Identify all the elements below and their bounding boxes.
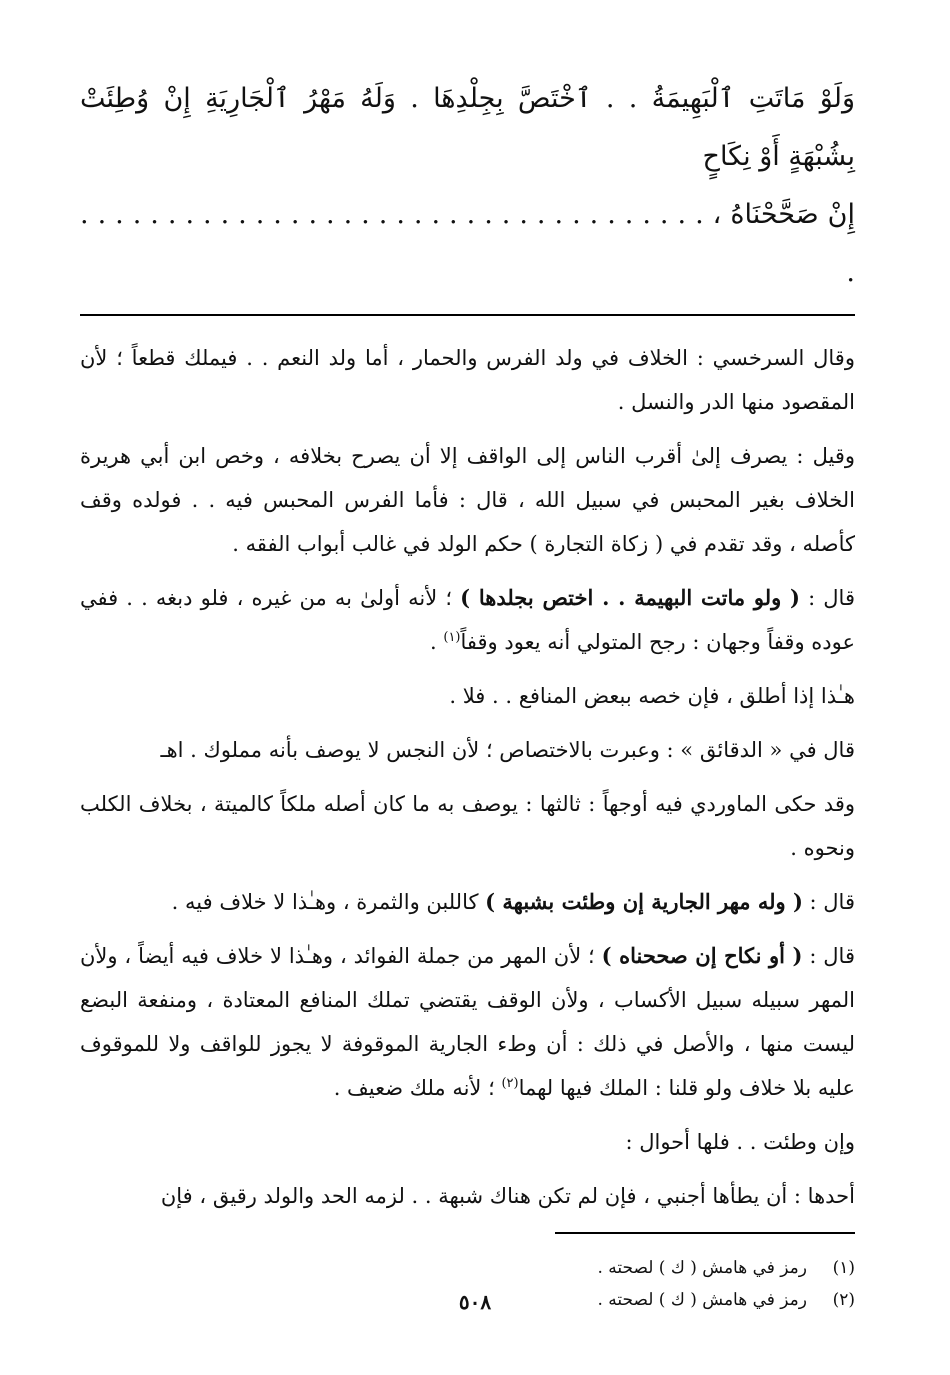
paragraph-3-text: ؛ لأنه أولىٰ به من غيره ، فلو دبغه . . ففي عوده وقفاً وجهان : رجح المتولي أنه يعود وقفاً	[80, 586, 855, 654]
paragraph-8-lead: قال :	[802, 944, 855, 968]
paragraph-4: هـٰذا إذا أطلق ، فإن خصه ببعض المنافع . . فلا .	[449, 684, 855, 708]
footnote-ref-2: (٢)	[501, 1076, 519, 1091]
paragraph-7-quote: ( وله مهر الجارية إن وطئت بشبهة )	[485, 889, 803, 914]
paragraph-5: قال في « الدقائق » : وعبرت بالاختصاص ؛ لأن النجس لا يوصف بأنه مملوك . اهـ	[160, 738, 855, 762]
paragraph-9: وإن وطئت . . فلها أحوال :	[625, 1130, 855, 1154]
page-number: ٥٠٨	[458, 1290, 492, 1314]
paragraph-3-lead: قال :	[799, 586, 855, 610]
paragraph-6: وقد حكى الماوردي فيه أوجهاً : ثالثها : يوصف به ما كان أصله ملكاً كالميتة ، بخلاف الكلب ونحوه .	[80, 792, 855, 860]
paragraph-8-text: ؛ لأن المهر من جملة الفوائد ، وهـٰذا لا خلاف فيه أيضاً ، ولأن المهر سبيله سبيل الأكساب ، ولأن الوقف يقتضي تملك المنافع المعتادة ، ومنفعة البضع ليست منها ، والأصل في ذلك : أن وطء الجارية الموقوفة لا يجوز للواقف ولا للموقوف عليه بلا خلاف ولو قلنا : الملك فيها لهما	[80, 944, 855, 1100]
footnote-2-text: رمز في هامش ( ك ) لصحته .	[597, 1290, 807, 1310]
matn-divider	[80, 314, 855, 316]
paragraph-7-lead: قال :	[802, 890, 855, 914]
paragraph-2: وقيل : يصرف إلىٰ أقرب الناس إلى الواقف إلا أن يصرح بخلافه ، وخص ابن أبي هريرة الخلاف بغير المحبس في سبيل الله ، قال : فأما الفرس المحبس فيه . . فولده وقف كأصله ، وقد تقدم في ( زكاة التجارة ) حكم الولد في غالب أبواب الفقه .	[80, 444, 855, 556]
paragraph-7	[80, 880, 855, 924]
footnote-1-number: (١)	[832, 1258, 855, 1278]
matn-line-1: وَلَوْ مَاتَتِ ٱلْبَهِيمَةُ . . ٱخْتَصَّ بِجِلْدِهَا . وَلَهُ مَهْرُ ٱلْجَارِيَةِ إِنْ وُطِئَتْ بِشُبْهَةٍ أَوْ نِكَاحٍ	[80, 83, 855, 172]
footnote-divider	[555, 1232, 855, 1234]
footnote-1-text: رمز في هامش ( ك ) لصحته .	[597, 1258, 807, 1278]
paragraph-1: وقال السرخسي : الخلاف في ولد الفرس والحمار ، أما ولد النعم . . فيملك قطعاً ؛ لأن المقصود منها الدر والنسل .	[80, 346, 855, 414]
paragraph-8-quote: ( أو نكاح إن صححناه )	[601, 943, 803, 968]
paragraph-10: أحدها : أن يطأها أجنبي ، فإن لم تكن هناك شبهة . . لزمه الحد والولد رقيق ، فإن	[160, 1184, 855, 1208]
paragraph-3	[80, 576, 855, 664]
footnote-1	[80, 1252, 855, 1284]
footnote-2-number: (٢)	[832, 1290, 855, 1310]
paragraph-8-end: ؛ لأنه ملك ضعيف .	[333, 1076, 502, 1100]
footnote-ref-1: (١)	[443, 630, 461, 645]
page-body	[80, 70, 855, 1316]
paragraph-3-quote: ( ولو ماتت البهيمة . . اختص بجلدها )	[460, 585, 800, 610]
paragraph-7-text: كاللبن والثمرة ، وهـٰذا لا خلاف فيه .	[171, 890, 486, 914]
paragraph-3-end: .	[430, 630, 444, 654]
matn-line-2: إِنْ صَحَّحْنَاهُ ، . . . . . . . . . . . . . . . . . . . . . . . . . . . . . . . . . . . . .	[80, 199, 855, 288]
paragraph-8	[80, 934, 855, 1110]
